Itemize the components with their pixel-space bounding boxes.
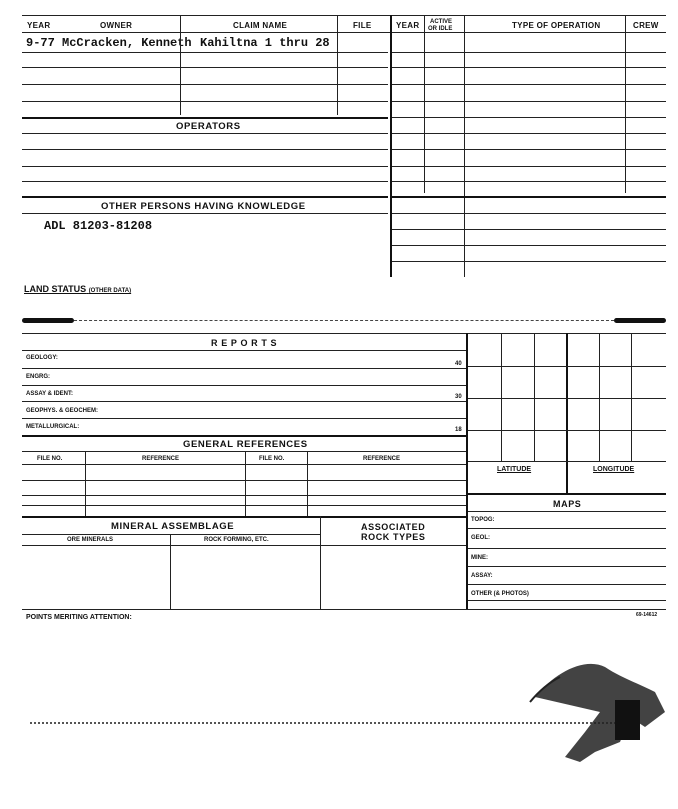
header-type-of-operation: TYPE OF OPERATION bbox=[512, 21, 601, 30]
row-line bbox=[22, 213, 388, 214]
gr-col-file-no-1: FILE NO. bbox=[37, 456, 63, 462]
row-line bbox=[468, 548, 666, 549]
grid-v bbox=[501, 333, 502, 461]
ma-divider bbox=[320, 516, 321, 609]
row-line bbox=[22, 350, 466, 351]
row-line bbox=[468, 600, 666, 601]
ma-divider bbox=[170, 534, 171, 609]
report-num-metallurgical: 18 bbox=[455, 427, 462, 433]
grid-v bbox=[534, 333, 535, 461]
grid-h bbox=[468, 366, 666, 367]
row-line bbox=[22, 401, 466, 402]
row-line bbox=[392, 213, 666, 214]
maps-assay: ASSAY: bbox=[471, 573, 493, 579]
header-or-idle: OR IDLE bbox=[428, 26, 453, 32]
associated-label: ASSOCIATED bbox=[361, 522, 426, 532]
row-line bbox=[22, 435, 466, 437]
row-line bbox=[22, 67, 388, 68]
header-year: YEAR bbox=[27, 21, 51, 30]
mineral-assemblage-title: MINERAL ASSEMBLAGE bbox=[111, 521, 235, 532]
row-line bbox=[22, 133, 388, 134]
grid-h bbox=[468, 398, 666, 399]
form-number: 69-14612 bbox=[636, 612, 658, 618]
land-status-bar-mid bbox=[74, 320, 614, 322]
header-crew: CREW bbox=[633, 21, 659, 30]
row-line bbox=[320, 545, 466, 546]
grid-h bbox=[468, 430, 666, 431]
gr-divider bbox=[307, 451, 308, 516]
row-line bbox=[392, 133, 666, 134]
row-line bbox=[22, 84, 388, 85]
ore-minerals-label: ORE MINERALS bbox=[67, 537, 114, 543]
gr-divider bbox=[85, 451, 86, 516]
row-line bbox=[392, 245, 666, 246]
grid-v bbox=[631, 333, 632, 461]
row-line bbox=[22, 196, 388, 198]
land-status-bar-left bbox=[22, 318, 74, 323]
maps-topog: TOPOG: bbox=[471, 517, 495, 523]
general-references-title: GENERAL REFERENCES bbox=[183, 439, 308, 450]
maps-mine: MINE: bbox=[471, 555, 488, 561]
row-line bbox=[468, 566, 666, 567]
report-label-assay: ASSAY & IDENT: bbox=[26, 391, 74, 397]
operators-title: OPERATORS bbox=[176, 121, 241, 132]
row-line bbox=[468, 584, 666, 585]
row-line bbox=[392, 149, 666, 150]
land-status-bar-right bbox=[614, 318, 666, 323]
reports-title: R E P O R T S bbox=[211, 338, 278, 348]
report-num-geology: 40 bbox=[455, 361, 462, 367]
lower-center-divider bbox=[466, 333, 468, 609]
grid-v bbox=[599, 333, 600, 461]
row-line bbox=[392, 101, 666, 102]
report-label-geology: GEOLOGY: bbox=[26, 355, 58, 361]
report-num-assay: 30 bbox=[455, 394, 462, 400]
col-divider bbox=[180, 15, 181, 115]
header-active: ACTIVE bbox=[430, 19, 453, 25]
report-label-geophys: GEOPHYS. & GEOCHEM: bbox=[26, 408, 99, 414]
gr-col-reference-2: REFERENCE bbox=[363, 456, 401, 462]
row-line bbox=[392, 84, 666, 85]
row-line bbox=[22, 495, 466, 496]
row-line bbox=[22, 464, 466, 465]
row-line bbox=[392, 67, 666, 68]
row-line bbox=[22, 451, 466, 452]
gr-col-reference-1: REFERENCE bbox=[142, 456, 180, 462]
row-line bbox=[468, 528, 666, 529]
row-line bbox=[22, 101, 388, 102]
row-line bbox=[392, 196, 666, 198]
col-divider bbox=[464, 15, 465, 277]
grid-h bbox=[468, 461, 666, 462]
row-line bbox=[22, 505, 466, 506]
maps-geol: GEOL: bbox=[471, 535, 490, 541]
row-line bbox=[392, 166, 666, 167]
row-line bbox=[392, 261, 666, 262]
row-line bbox=[22, 545, 320, 546]
row-line bbox=[22, 117, 388, 119]
rock-types-label: ROCK TYPES bbox=[361, 532, 426, 542]
points-meriting-attention: POINTS MERITING ATTENTION: bbox=[26, 614, 132, 621]
lower-bottom-rule bbox=[22, 609, 666, 610]
grid-v bbox=[566, 333, 568, 493]
header-claim-name: CLAIM NAME bbox=[233, 21, 288, 30]
latitude-label: LATITUDE bbox=[497, 466, 532, 473]
row-line bbox=[22, 534, 320, 535]
header-bottom-rule bbox=[22, 32, 666, 33]
row-line bbox=[392, 229, 666, 230]
row-line bbox=[22, 181, 388, 182]
col-divider bbox=[337, 15, 338, 115]
row-line bbox=[392, 117, 666, 118]
row-line bbox=[22, 480, 466, 481]
report-label-metallurgical: METALLURGICAL: bbox=[26, 424, 80, 430]
header-file: FILE bbox=[353, 21, 372, 30]
owner-entry: 9-77 McCracken, Kenneth bbox=[26, 36, 192, 50]
other-persons-title: OTHER PERSONS HAVING KNOWLEDGE bbox=[101, 201, 306, 212]
center-divider bbox=[390, 15, 392, 277]
row-line bbox=[22, 52, 388, 53]
maps-top-rule bbox=[468, 493, 666, 495]
scan-artifact-blob bbox=[525, 652, 670, 772]
maps-other: OTHER (& PHOTOS) bbox=[471, 591, 529, 597]
row-line bbox=[22, 368, 466, 369]
row-line bbox=[22, 418, 466, 419]
longitude-label: LONGITUDE bbox=[593, 466, 635, 473]
adl-entry: ADL 81203-81208 bbox=[44, 219, 153, 233]
header-owner: OWNER bbox=[100, 21, 133, 30]
land-status-title: LAND STATUS (OTHER DATA) bbox=[24, 284, 132, 294]
top-rule bbox=[22, 15, 666, 16]
reports-top-rule bbox=[22, 333, 666, 334]
row-line bbox=[22, 166, 388, 167]
rock-forming-label: ROCK FORMING, ETC. bbox=[204, 537, 269, 543]
report-label-engrg: ENGRG: bbox=[26, 374, 50, 380]
row-line bbox=[392, 52, 666, 53]
maps-title: MAPS bbox=[553, 499, 582, 509]
header-year-2: YEAR bbox=[396, 21, 420, 30]
gr-divider bbox=[245, 451, 246, 516]
row-line bbox=[22, 149, 388, 150]
row-line bbox=[392, 181, 666, 182]
gr-col-file-no-2: FILE NO. bbox=[259, 456, 285, 462]
claim-name-entry: Kahiltna 1 thru 28 bbox=[200, 36, 330, 50]
row-line bbox=[22, 516, 466, 518]
row-line bbox=[22, 385, 466, 386]
row-line bbox=[468, 511, 666, 512]
